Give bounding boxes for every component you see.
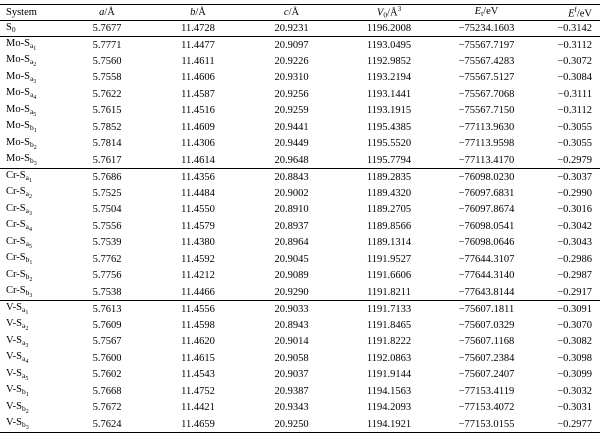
cell-system: $Mo-S_{a_2}$ <box>6 54 37 69</box>
cell-volume: 1192.9852 <box>366 55 412 67</box>
table-row <box>0 235 600 252</box>
cell-volume: 1193.1915 <box>366 105 412 117</box>
cell-volume: 1189.8566 <box>366 220 412 232</box>
cell-b: 11.4477 <box>181 39 215 51</box>
cell-b: 11.4212 <box>181 270 215 282</box>
table-row <box>0 136 600 153</box>
cell-formation-energy: −0.3070 <box>557 319 592 331</box>
cell-system: $Cr-S_{a_5}$ <box>6 235 32 250</box>
cell-system: $V-S_{b_1}$ <box>6 384 29 399</box>
table-row <box>0 202 600 219</box>
table-row <box>0 37 600 54</box>
cell-formation-energy: −0.3055 <box>557 138 592 150</box>
cell-a: 5.7600 <box>92 352 122 364</box>
cell-b: 11.4592 <box>181 253 215 265</box>
cell-formation-energy: −0.2986 <box>557 253 592 265</box>
cell-formation-energy: −0.3091 <box>557 303 592 315</box>
cell-b: 11.4579 <box>181 220 215 232</box>
cell-a: 5.7609 <box>92 319 122 331</box>
cell-system: $Mo-S_{a_4}$ <box>6 87 37 102</box>
cell-a: 5.7622 <box>92 88 122 100</box>
table-row <box>0 103 600 120</box>
cell-c: 20.9441 <box>274 121 309 133</box>
cell-a: 5.7558 <box>92 72 122 84</box>
cell-b: 11.4466 <box>152 284 244 301</box>
cell-system: $V-S_{a_5}$ <box>6 367 29 382</box>
cell-total-energy: −76097.6831 <box>458 187 515 199</box>
cell-total-energy: −76098.0646 <box>458 237 515 249</box>
cell-formation-energy: −0.3082 <box>557 336 592 348</box>
cell-system: $Mo-S_{b_3}$ <box>0 152 62 169</box>
cell-total-energy: −75567.5127 <box>458 72 515 84</box>
cell-volume: 1189.2705 <box>366 204 412 216</box>
cell-total-energy: −77153.0155 <box>439 416 534 433</box>
cell-c: 20.9045 <box>274 253 309 265</box>
header-c: c/Å <box>244 5 339 21</box>
table-row <box>0 301 600 318</box>
cell-b: 11.4609 <box>181 121 215 133</box>
cell-formation-energy: −0.3112 <box>557 39 592 51</box>
cell-c: 20.9058 <box>274 352 309 364</box>
cell-volume: 1191.8465 <box>366 319 412 331</box>
cell-b: 11.4516 <box>181 105 215 117</box>
cell-c: 20.9256 <box>274 88 309 100</box>
table-row <box>0 268 600 285</box>
cell-a: 5.7556 <box>92 220 122 232</box>
table-row <box>0 334 600 351</box>
cell-b: 11.4752 <box>181 385 215 397</box>
table-row <box>0 416 600 433</box>
cell-a: 5.7677 <box>62 20 152 37</box>
cell-c: 20.9033 <box>274 303 309 315</box>
cell-system: $V-S_{a_2}$ <box>6 318 29 333</box>
cell-total-energy: −75607.2407 <box>458 369 515 381</box>
cell-b: 11.4728 <box>152 20 244 37</box>
cell-c: 20.9002 <box>274 187 309 199</box>
cell-a: 5.7538 <box>62 284 152 301</box>
cell-c: 20.8943 <box>274 319 309 331</box>
cell-volume: 1194.1563 <box>366 385 412 397</box>
cell-system: $V-S_{b_2}$ <box>6 400 29 415</box>
cell-b: 11.4659 <box>152 416 244 433</box>
cell-total-energy: −75567.7197 <box>458 39 515 51</box>
cell-volume: 1191.6606 <box>366 270 412 282</box>
cell-b: 11.4587 <box>181 88 215 100</box>
cell-formation-energy: −0.3032 <box>557 385 592 397</box>
cell-volume: 1193.1441 <box>366 88 412 100</box>
cell-b: 11.4598 <box>181 319 215 331</box>
cell-b: 11.4484 <box>181 187 215 199</box>
cell-c: 20.8843 <box>274 171 309 183</box>
cell-a: 5.7504 <box>92 204 122 216</box>
cell-c: 20.9226 <box>274 55 309 67</box>
cell-a: 5.7567 <box>92 336 122 348</box>
table-row <box>0 218 600 235</box>
cell-formation-energy: −0.3112 <box>557 105 592 117</box>
cell-volume: 1191.7133 <box>366 303 412 315</box>
cell-total-energy: −75607.2384 <box>458 352 515 364</box>
cell-volume: 1189.4320 <box>366 187 412 199</box>
header-volume: $V_0/Å^3$ <box>339 5 439 21</box>
table-row <box>0 350 600 367</box>
cell-a: 5.7756 <box>92 270 122 282</box>
header-formation-energy: $E^f/eV$ <box>534 5 600 21</box>
cell-a: 5.7668 <box>92 385 122 397</box>
cell-volume: 1191.8211 <box>339 284 439 301</box>
cell-b: 11.4611 <box>181 55 215 67</box>
table-row <box>0 169 600 186</box>
cell-a: 5.7613 <box>92 303 122 315</box>
cell-formation-energy: −0.3055 <box>557 121 592 133</box>
cell-b: 11.4615 <box>181 352 215 364</box>
cell-formation-energy: −0.3031 <box>557 402 592 414</box>
cell-c: 20.9259 <box>274 105 309 117</box>
cell-formation-energy: −0.3098 <box>557 352 592 364</box>
cell-total-energy: −77644.3107 <box>458 253 515 265</box>
cell-total-energy: −77113.4170 <box>439 152 534 169</box>
table-row <box>0 400 600 417</box>
cell-total-energy: −77153.4119 <box>458 385 515 397</box>
cell-c: 20.9014 <box>274 336 309 348</box>
cell-a: 5.7602 <box>92 369 122 381</box>
cell-system: $Mo-S_{a_3}$ <box>6 70 37 85</box>
cell-volume: 1195.4385 <box>366 121 412 133</box>
cell-volume: 1196.2008 <box>339 20 439 37</box>
table-row <box>0 317 600 334</box>
cell-formation-energy: −0.3084 <box>557 72 592 84</box>
cell-formation-energy: −0.2917 <box>534 284 600 301</box>
table-row <box>0 119 600 136</box>
cell-system: $Cr-S_{a_1}$ <box>6 170 32 184</box>
cell-system: $Mo-S_{a_1}$ <box>6 38 37 52</box>
header-total-energy: $E_t/eV$ <box>439 5 534 21</box>
cell-b: 11.4556 <box>181 303 215 315</box>
cell-a: 5.7686 <box>92 171 122 183</box>
cell-system: $Mo-S_{b_2}$ <box>6 136 37 151</box>
cell-a: 5.7560 <box>92 55 122 67</box>
cell-system: $V-S_{a_4}$ <box>6 351 29 366</box>
table-row <box>0 20 600 37</box>
table-row <box>0 251 600 268</box>
cell-system: $Cr-S_{a_4}$ <box>6 219 32 234</box>
cell-volume: 1189.2835 <box>366 171 412 183</box>
cell-volume: 1192.0863 <box>366 352 412 364</box>
cell-a: 5.7762 <box>92 253 122 265</box>
cell-volume: 1194.2093 <box>366 402 412 414</box>
table-row <box>0 53 600 70</box>
header-b: b/Å <box>152 5 244 21</box>
cell-a: 5.7615 <box>92 105 122 117</box>
cell-total-energy: −77113.9630 <box>458 121 515 133</box>
header-row <box>0 5 600 21</box>
table-row <box>0 86 600 103</box>
cell-b: 11.4606 <box>181 72 215 84</box>
cell-formation-energy: −0.2987 <box>557 270 592 282</box>
cell-system: $Cr-S_{a_2}$ <box>6 186 32 201</box>
cell-formation-energy: −0.3043 <box>557 237 592 249</box>
cell-total-energy: −75607.1811 <box>458 303 515 315</box>
cell-c: 20.9097 <box>274 39 309 51</box>
cell-formation-energy: −0.2977 <box>534 416 600 433</box>
cell-volume: 1193.2194 <box>366 72 412 84</box>
cell-system: $Mo-S_{b_1}$ <box>6 120 37 135</box>
cell-formation-energy: −0.2990 <box>557 187 592 199</box>
cell-c: 20.9310 <box>274 72 309 84</box>
cell-system: $S_0$ <box>0 20 62 37</box>
table-body <box>0 20 600 433</box>
cell-total-energy: −75567.7150 <box>458 105 515 117</box>
cell-a: 5.7525 <box>92 187 122 199</box>
table-row <box>0 185 600 202</box>
cell-total-energy: −76098.0230 <box>458 171 515 183</box>
cell-c: 20.9343 <box>274 402 309 414</box>
cell-system: $V-S_{a_1}$ <box>6 302 29 316</box>
header-a: a/Å <box>62 5 152 21</box>
cell-b: 11.4543 <box>181 369 215 381</box>
cell-formation-energy: −0.3037 <box>557 171 592 183</box>
cell-total-energy: −75607.0329 <box>458 319 515 331</box>
cell-c: 20.9089 <box>274 270 309 282</box>
table-row <box>0 284 600 301</box>
cell-total-energy: −76098.0541 <box>458 220 515 232</box>
cell-b: 11.4550 <box>181 204 215 216</box>
cell-system: $Cr-S_{a_3}$ <box>6 202 32 217</box>
cell-volume: 1189.1314 <box>366 237 412 249</box>
table-row <box>0 70 600 87</box>
cell-b: 11.4380 <box>181 237 215 249</box>
cell-a: 5.7814 <box>92 138 122 150</box>
cell-formation-energy: −0.3072 <box>557 55 592 67</box>
cell-a: 5.7672 <box>92 402 122 414</box>
cell-c: 20.8910 <box>274 204 309 216</box>
cell-c: 20.9037 <box>274 369 309 381</box>
cell-total-energy: −75567.7068 <box>458 88 515 100</box>
cell-volume: 1191.9527 <box>366 253 412 265</box>
cell-total-energy: −77644.3140 <box>458 270 515 282</box>
header-system: System <box>0 5 62 21</box>
cell-c: 20.9449 <box>274 138 309 150</box>
cell-total-energy: −77643.8144 <box>439 284 534 301</box>
cell-formation-energy: −0.3099 <box>557 369 592 381</box>
cell-total-energy: −75234.1603 <box>439 20 534 37</box>
cell-a: 5.7624 <box>62 416 152 433</box>
cell-system: $V-S_{a_3}$ <box>6 334 29 349</box>
cell-a: 5.7617 <box>62 152 152 169</box>
table-row <box>0 152 600 169</box>
cell-system: $Cr-S_{b_1}$ <box>6 252 33 267</box>
cell-total-energy: −75567.4283 <box>458 55 515 67</box>
cell-formation-energy: −0.2979 <box>534 152 600 169</box>
cell-total-energy: −76097.8674 <box>458 204 515 216</box>
cell-system: $Cr-S_{b_2}$ <box>6 268 33 283</box>
cell-volume: 1194.1921 <box>339 416 439 433</box>
cell-total-energy: −77113.9598 <box>458 138 515 150</box>
cell-b: 11.4306 <box>181 138 215 150</box>
cell-b: 11.4421 <box>181 402 215 414</box>
cell-formation-energy: −0.3142 <box>534 20 600 37</box>
cell-c: 20.9387 <box>274 385 309 397</box>
cell-formation-energy: −0.3111 <box>557 88 592 100</box>
lattice-parameters-table <box>0 4 600 433</box>
cell-b: 11.4620 <box>181 336 215 348</box>
cell-system: $V-S_{b_3}$ <box>0 416 62 433</box>
cell-volume: 1191.9144 <box>366 369 412 381</box>
cell-volume: 1195.5520 <box>366 138 412 150</box>
cell-system: $Mo-S_{a_5}$ <box>6 103 37 118</box>
table-row <box>0 383 600 400</box>
cell-b: 11.4614 <box>152 152 244 169</box>
cell-volume: 1191.8222 <box>366 336 412 348</box>
cell-system: $Cr-S_{b_3}$ <box>0 284 62 301</box>
cell-b: 11.4356 <box>181 171 215 183</box>
cell-a: 5.7539 <box>92 237 122 249</box>
cell-volume: 1193.0495 <box>366 39 412 51</box>
cell-a: 5.7852 <box>92 121 122 133</box>
cell-volume: 1195.7794 <box>339 152 439 169</box>
cell-c: 20.9290 <box>244 284 339 301</box>
cell-total-energy: −75607.1168 <box>458 336 515 348</box>
cell-a: 5.7771 <box>92 39 122 51</box>
cell-c: 20.8964 <box>274 237 309 249</box>
cell-c: 20.8937 <box>274 220 309 232</box>
cell-formation-energy: −0.3042 <box>557 220 592 232</box>
cell-formation-energy: −0.3016 <box>557 204 592 216</box>
cell-total-energy: −77153.4072 <box>458 402 515 414</box>
cell-c: 20.9231 <box>244 20 339 37</box>
table-row <box>0 367 600 384</box>
cell-c: 20.9648 <box>244 152 339 169</box>
cell-c: 20.9250 <box>244 416 339 433</box>
